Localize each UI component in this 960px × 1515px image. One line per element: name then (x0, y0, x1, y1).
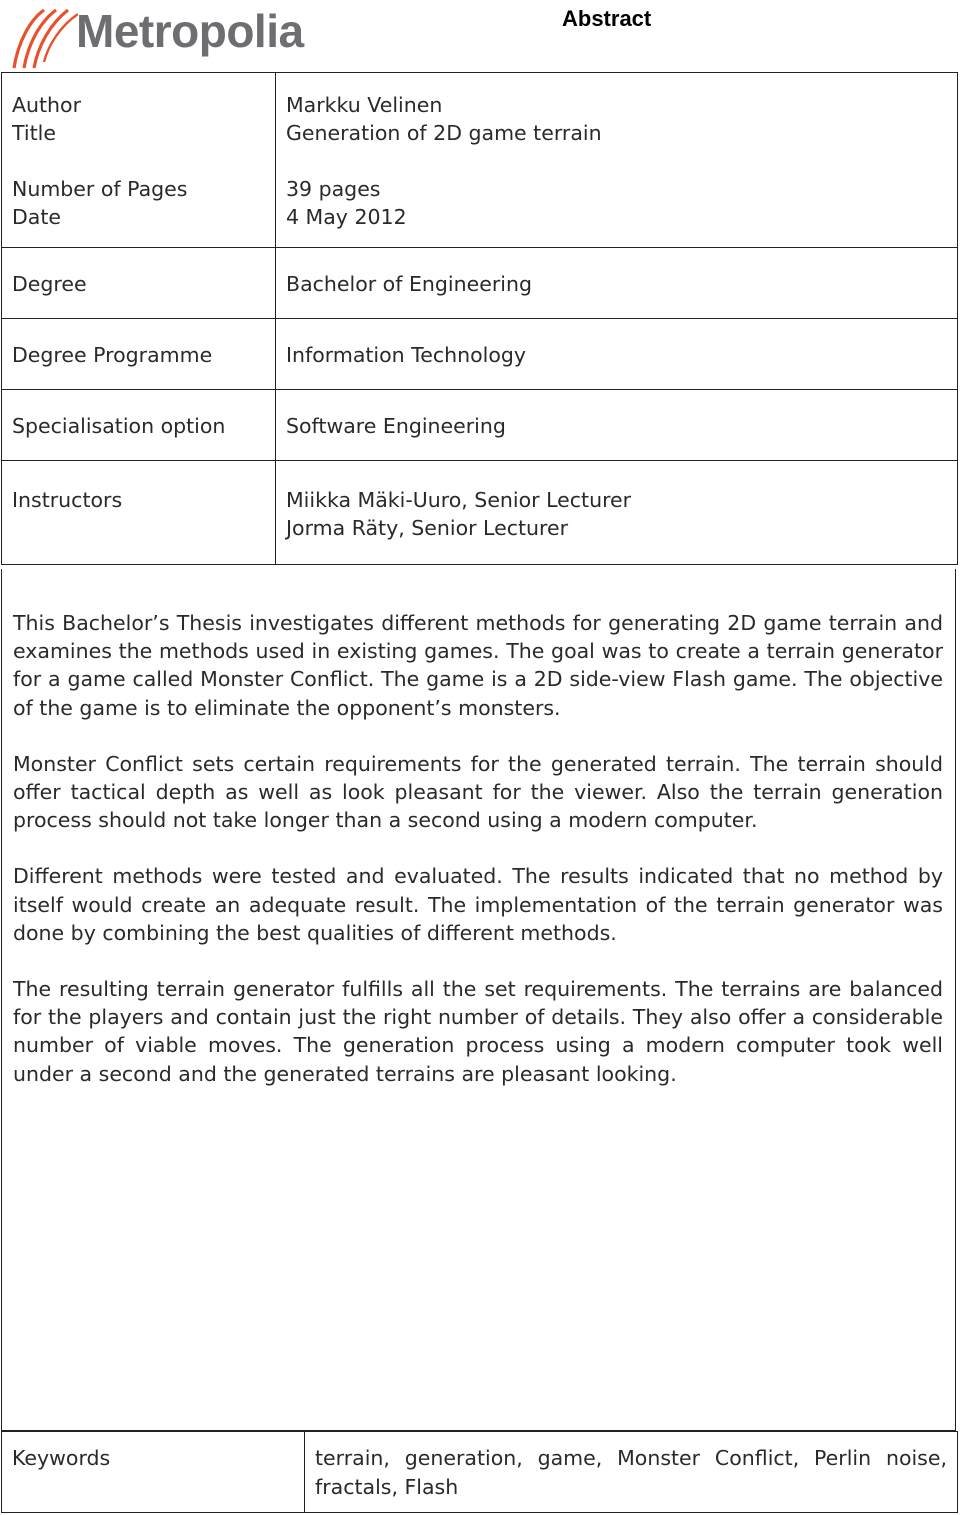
pages-label: Number of Pages (12, 177, 188, 201)
table-row (2, 390, 958, 461)
keywords-label: Keywords (2, 1432, 305, 1513)
instructor-2: Jorma Räty, Senior Lecturer (286, 516, 569, 540)
logo-wordmark: Metropolia (76, 5, 304, 57)
degree-label: Degree (2, 248, 276, 319)
programme-value: Information Technology (276, 319, 958, 390)
abstract-body (1, 569, 956, 1431)
table-row (2, 319, 958, 390)
specialisation-label: Specialisation option (2, 390, 276, 461)
author-title-values (276, 73, 958, 248)
abstract-paragraph: The resulting terrain generator fulfills all the set requirements. The terrains are balanced for the players and contain just the right number of details. They also offer a considerable number of viable moves. The generation process using a modern computer took well under a second and the generated terrains are pleasant looking. (13, 977, 943, 1086)
table-row (2, 461, 958, 565)
author-value: Markku Velinen (286, 93, 443, 117)
page-heading: Abstract (562, 6, 652, 31)
keywords-table (1, 1431, 958, 1513)
abstract-paragraph: Monster Conflict sets certain requirements for the generated terrain. The terrain should offer tactical depth as well as look pleasant for the viewer. Also the terrain generation process should not take longer than a second using a modern computer. (13, 751, 943, 833)
degree-value: Bachelor of Engineering (276, 248, 958, 319)
metropolia-logo (8, 2, 328, 72)
date-label: Date (12, 205, 61, 229)
title-value: Generation of 2D game terrain (286, 121, 602, 145)
specialisation-value: Software Engineering (276, 390, 958, 461)
instructors-label: Instructors (2, 461, 276, 565)
date-value: 4 May 2012 (286, 205, 407, 229)
abstract-paragraph: This Bachelor’s Thesis investigates different methods for generating 2D game terrain and examines the methods used in existing games. The goal was to create a terrain generator for a game called Monster Conflict. The game is a 2D side-view Flash game. The objective of the game is to eliminate the opponent’s monsters. (13, 611, 943, 720)
instructors-value (276, 461, 958, 565)
author-title-labels (2, 73, 276, 248)
table-row (2, 1432, 958, 1513)
abstract-paragraph: Different methods were tested and evaluated. The results indicated that no method by itself would create an adequate result. The implementation of the terrain generator was done by combining the best qualities of different methods. (13, 864, 943, 945)
metadata-table (1, 72, 958, 565)
logo-mark-icon (8, 2, 78, 72)
title-label: Title (12, 121, 56, 145)
keywords-value: terrain, generation, game, Monster Conflict, Perlin noise, fractals, Flash (305, 1432, 958, 1513)
table-row (2, 248, 958, 319)
pages-value: 39 pages (286, 177, 381, 201)
instructor-1: Miikka Mäki-Uuro, Senior Lecturer (286, 488, 632, 512)
programme-label: Degree Programme (2, 319, 276, 390)
table-row (2, 73, 958, 248)
author-label: Author (12, 93, 82, 117)
